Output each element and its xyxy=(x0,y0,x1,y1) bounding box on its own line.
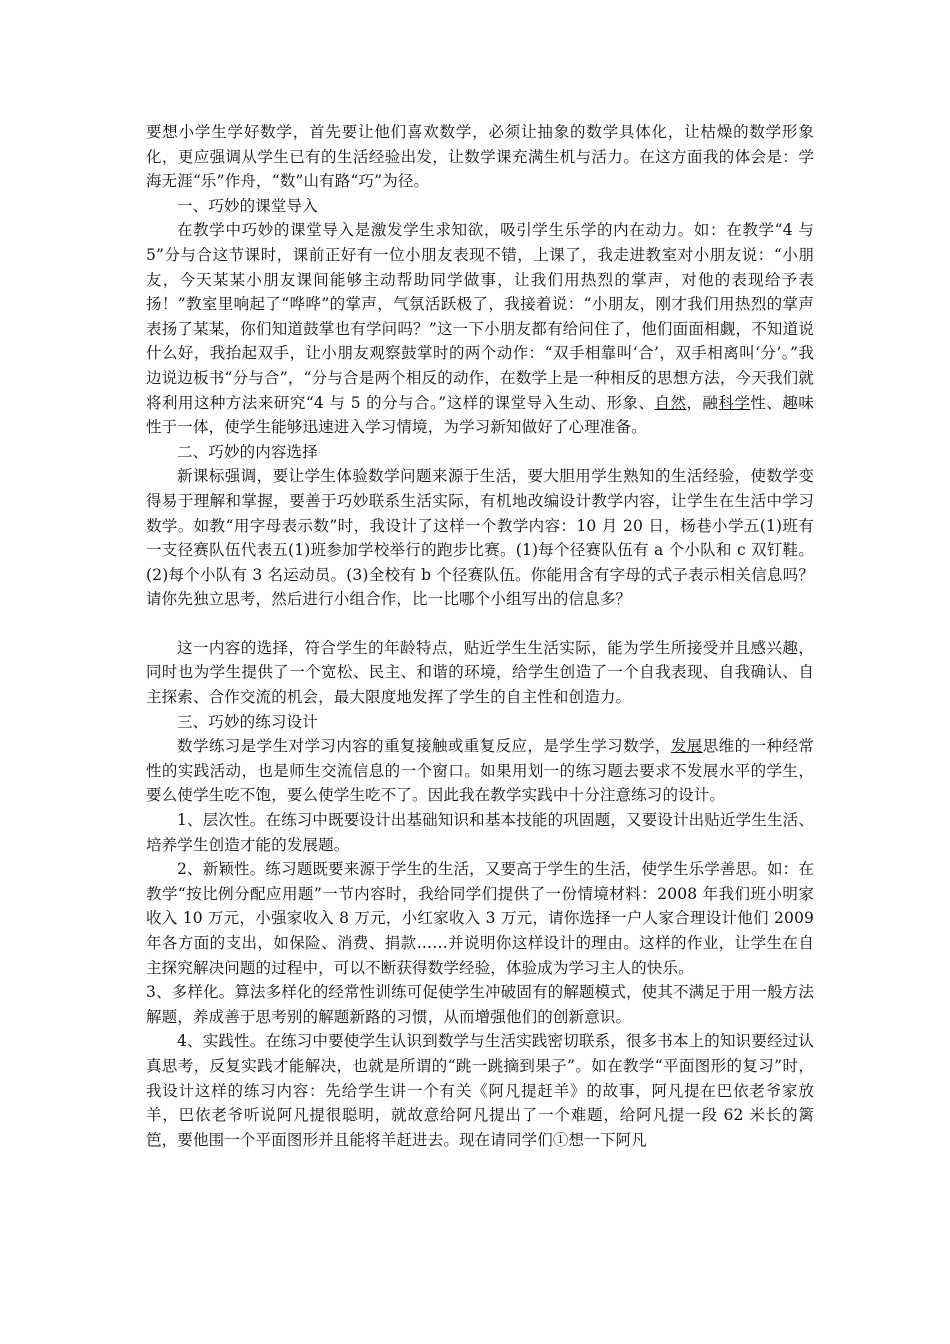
paragraph-text: 性、趣味性于一体，使学生能够迅速进入学习情境，为学习新知做好了心理准备。 xyxy=(146,393,814,437)
section-heading-1: 一、巧妙的课堂导入 xyxy=(177,196,318,215)
document-body xyxy=(146,120,814,1152)
intro-paragraph: 要想小学生学好数学，首先要让他们喜欢数学，必须让抽象的数学具体化，让枯燥的数学形象化，更应强调从学生已有的生活经验出发，让数学课充满生机与活力。在这方面我的体会是：学海无涯“乐”作舟，“数”山有路“巧”为径。 xyxy=(146,123,814,191)
paragraph-practice: 4、实践性。在练习中要使学生认识到数学与生活实践密切联系，很多书本上的知识要经过认真思考，反复实践才能解决，也就是所谓的“跳一跳摘到果子”。如在教学“平面图形的复习”时，我设计这样的练习内容：先给学生讲一个有关《阿凡提赶羊》的故事，阿凡提在巴依老爷家放羊，巴依老爷听说阿凡提很聪明，就故意给阿凡提出了一个难题，给阿凡提一段 62 米长的篱笆，要他围一个平面图形并且能将羊赶进去。现在请同学们①想一下阿凡 xyxy=(146,1032,814,1149)
blank-line xyxy=(146,612,814,636)
section-heading-3: 三、巧妙的练习设计 xyxy=(177,712,318,731)
link-development[interactable]: 发展 xyxy=(670,737,703,756)
link-nature[interactable]: 自然 xyxy=(654,393,687,412)
section-heading-2: 二、巧妙的内容选择 xyxy=(177,442,318,461)
paragraph-text: 数学练习是学生对学习内容的重复接触或重复反应，是学生学习数学， xyxy=(177,737,671,756)
paragraph-text: 在教学中巧妙的课堂导入是激发学生求知欲，吸引学生乐学的内在动力。如：在教学“4 与 5”分与合这节课时，课前正好有一位小朋友表现不错，上课了，我走进教室对小朋友说：“小朋友，今天某某小朋友课间能够主动帮助同学做事，让我们用热烈的掌声，对他的表现给予表扬！”教室里响起了“哗哗”的掌声，气氛活跃极了，我接着说：“小朋友，刚才我们用热烈的掌声表扬了某某，你们知道鼓掌也有学问吗？”这一下小朋友都有给问住了，他们面面相觑，不知道说什么好，我抬起双手，让小朋友观察鼓掌时的两个动作：“双手相靠叫‘合’，双手相离叫‘分’。”我边说边板书“分与合”，“分与合是两个相反的动作，在数学上是一种相反的思想方法，今天我们就将利用这种方法来研究“4 与 5 的分与合。”这样的课堂导入生动、形象、 xyxy=(146,221,814,412)
paragraph-content-selection: 新课标强调，要让学生体验数学问题来源于生活，要大胆用学生熟知的生活经验，使数学变得易于理解和掌握，要善于巧妙联系生活实际，有机地改编设计教学内容，让学生在生活中学习数学。如教“用字母表示数”时，我设计了这样一个教学内容：10 月 20 日，杨巷小学五(1)班有一支径赛队伍代表五(1)班参加学校举行的跑步比赛。(1)每个径赛队伍有 a 个小队和 c 双钉鞋。(2)每个小队有 3 名运动员。(3)全校有 b 个径赛队伍。你能用含有字母的式子表示相关信息吗？请你先独立思考，然后进行小组合作，比一比哪个小组写出的信息多？ xyxy=(146,467,814,609)
link-science[interactable]: 科学 xyxy=(718,393,751,412)
paragraph-classroom-intro xyxy=(146,218,814,439)
paragraph-novelty: 2、新颖性。练习题既要来源于学生的生活，又要高于学生的生活，使学生乐学善思。如：在教学“按比例分配应用题”一节内容时，我给同学们提供了一份情境材料：2008 年我们班小明家收入 10 万元，小强家收入 8 万元，小红家收入 3 万元，请你选择一户人家合理设计他们 2009 年各方面的支出，如保险、消费、捐款……并说明你这样设计的理由。这样的作业，让学生在自主探究解决问题的过程中，可以不断获得数学经验，体验成为学习主人的快乐。 xyxy=(146,860,814,977)
paragraph-levels: 1、层次性。在练习中既要设计出基础知识和基本技能的巩固题，又要设计出贴近学生生活、培养学生创造才能的发展题。 xyxy=(146,811,814,854)
paragraph-text: ，融 xyxy=(686,393,719,412)
paragraph-content-summary: 这一内容的选择，符合学生的年龄特点，贴近学生生活实际，能为学生所接受并且感兴趣，同时也为学生提供了一个宽松、民主、和谐的环境，给学生创造了一个自我表现、自我确认、自主探索、合作交流的机会，最大限度地发挥了学生的自主性和创造力。 xyxy=(146,638,814,707)
paragraph-text: 思维的一种经常性的实践活动，也是师生交流信息的一个窗口。如果用划一的练习题去要求不发展水平的学生，要么使学生吃不饱，要么使学生吃不了。因此我在教学实践中十分注意练习的设计。 xyxy=(146,737,814,805)
paragraph-diversity: 3、多样化。算法多样化的经常性训练可促使学生冲破固有的解题模式，使其不满足于用一般方法解题，养成善于思考别的解题新路的习惯，从而增强他们的创新意识。 xyxy=(146,983,814,1026)
paragraph-practice-design xyxy=(146,734,814,808)
